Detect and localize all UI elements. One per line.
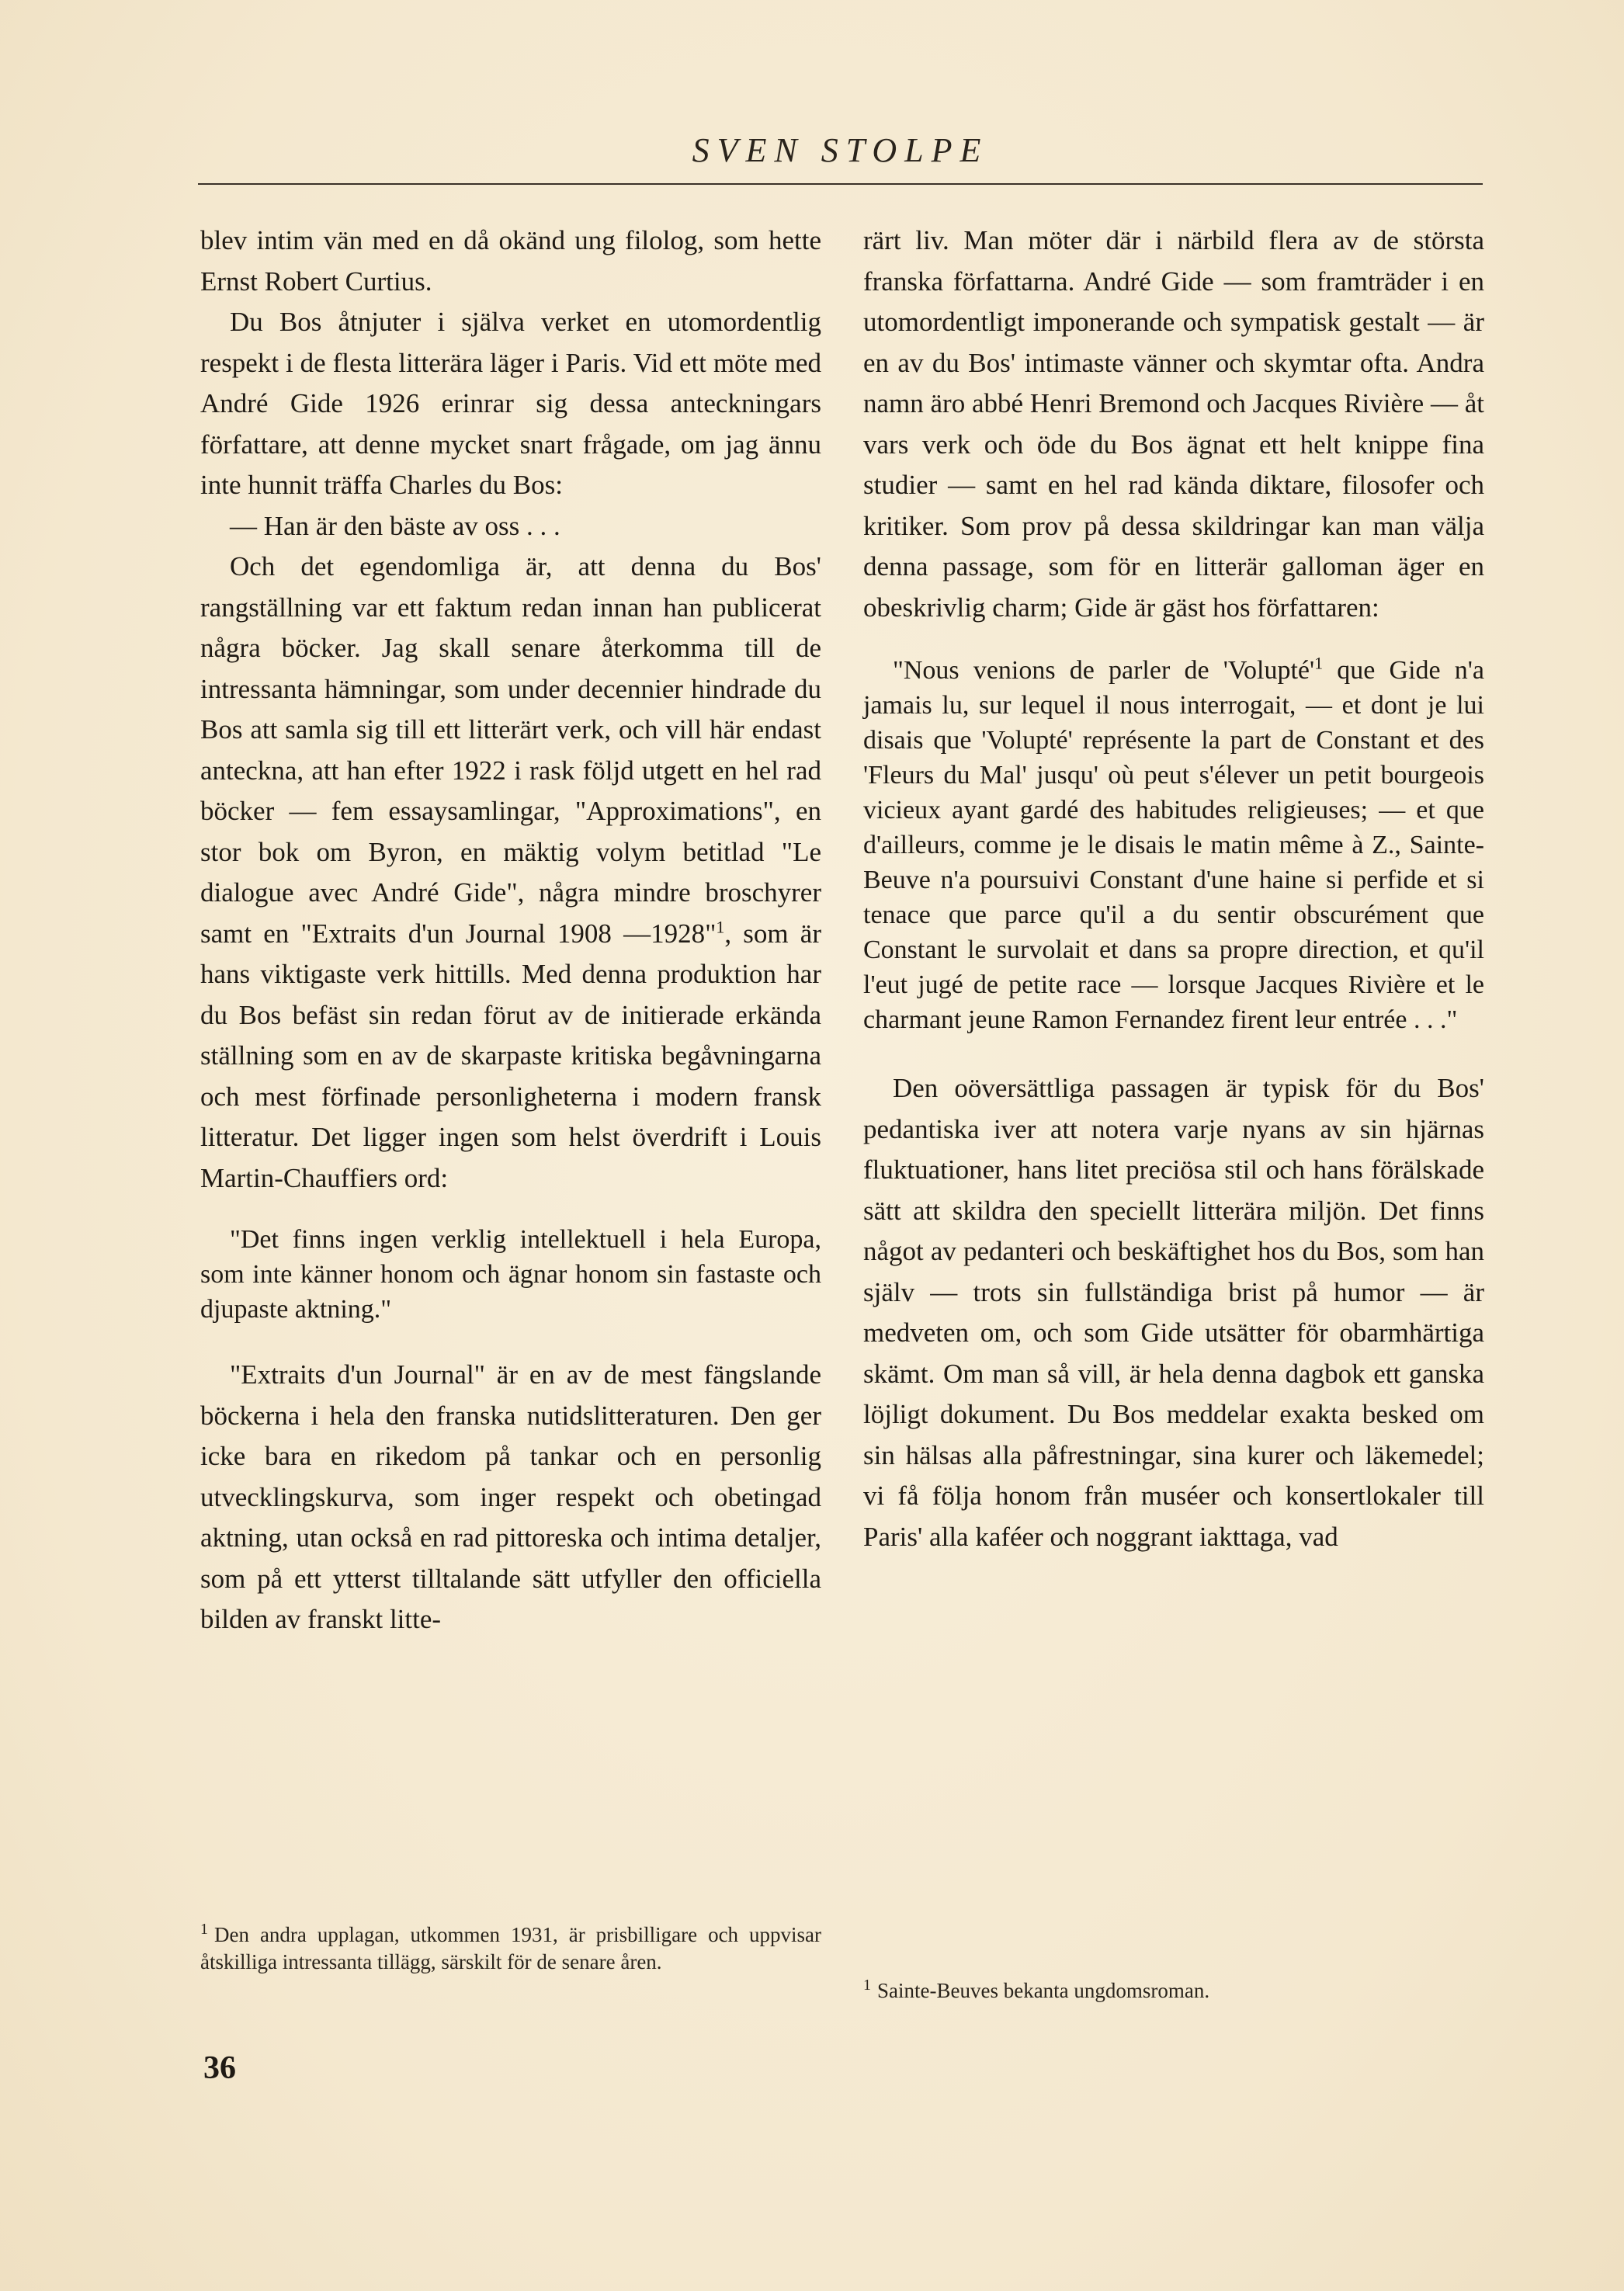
quote-text: "Nous venions de parler de 'Volupté' [893, 656, 1315, 685]
block-quote: "Det finns ingen verklig intellektuell i hela Europa, som inte känner honom och ägnar honom sin fastaste och djupaste aktning." [200, 1225, 821, 1324]
footnote-reference: 1 [716, 916, 725, 936]
right-column [863, 220, 1484, 1557]
footnote-right [863, 1972, 1484, 2005]
paragraph: "Extraits d'un Journal" är en av de mest fängslande böckerna i hela den franska nutidslitteraturen. Den ger icke bara en rikedom på tankar och en personlig utvecklingskurva, som inger respekt och obetingad aktning, utan också en rad pittoreska och intima detaljer, som på ett ytterst tilltalande sätt utfyller den officiella bilden av franskt litte- [200, 1359, 821, 1634]
footnote-reference: 1 [1314, 653, 1324, 673]
footnote-left [200, 1916, 821, 1976]
footnote-mark: 1 [200, 1921, 208, 1938]
header-rule [198, 183, 1483, 185]
footnote-text: Sainte-Beuves bekanta ungdomsroman. [877, 1979, 1210, 2002]
paragraph [200, 547, 821, 1199]
paragraph: Den oöversättliga passagen är typisk för du Bos' pedantiska iver att notera varje nyans av sin hjärnas fluktuationer, hans litet preciösa stil och hans förälskade sätt att skildra den speciellt litterära miljön. Det finns något av pedanteri och beskäftighet hos du Bos, som han själv — trots sin fullständiga brist på humor — är medveten om, och som Gide utsätter för obarmhärtiga skämt. Om man så vill, är hela denna dagbok ett ganska löjligt dokument. Du Bos meddelar exakta besked om sin hälsas alla påfrestningar, sina kurer och läkemedel; vi få följa honom från muséer och konsertlokaler till Paris' alla kaféer och noggrant iakttaga, vad [863, 1073, 1484, 1552]
footnote-mark: 1 [863, 1977, 871, 1994]
paragraph-text: Och det egendomliga är, att denna du Bos' rangställning var ett faktum redan innan han publicerat några böcker. Jag skall senare återkomma till de intressanta hämningar, som under decennier hindrade du Bos att samla sig till ett litterärt verk, och vill här endast anteckna, att han efter 1922 i rask följd utgett en hel rad böcker — fem essaysamlingar, "Approximations", en stor bok om Byron, en mäktig volym betitlad "Le dialogue avec André Gide", några mindre broschyrer samt en "Extraits d'un Journal 1908 —1928" [200, 551, 821, 949]
paragraph: blev intim vän med en då okänd ung filolog, som hette Ernst Robert Curtius. [200, 225, 821, 297]
paragraph: — Han är den bäste av oss . . . [230, 510, 560, 541]
running-head: SVEN STOLPE [692, 131, 989, 169]
paragraph-text: , som är hans viktigaste verk hittills. Med denna produktion har du Bos befäst sin redan förut av de initierade erkända ställning som en av de skarpaste kritiska begåvningarna och mest förfinade personligheterna i modern fransk litteratur. Det ligger ingen som helst överdrift i Louis Martin-Chauffiers ord: [200, 918, 821, 1193]
block-quote [863, 653, 1484, 1037]
quote-text: que Gide n'a jamais lu, sur lequel il nous interrogait, — et dont je lui disais que 'Volupté' représente la part de Constant et des 'Fleurs du Mal' jusqu' où peut s'élever un petit bourgeois vicieux ayant gardé des habitudes religieuses; — et que d'ailleurs, comme je le disais le matin même à Z., Sainte-Beuve n'a poursuivi Constant d'une haine si perfide et si tenace que parce qu'il a du sentir obscurément que Constant le survolait et dans sa propre direction, et qu'il l'eut jugé de petite race — lorsque Jacques Rivière et le charmant jeune Ramon Fernandez firent leur entrée . . ." [863, 656, 1484, 1034]
paragraph: rärt liv. Man möter där i närbild flera av de största franska författarna. André Gide — som framträder i en utomordentligt imponerande och sympatisk gestalt — är en av du Bos' intimaste vänner och skymtar ofta. Andra namn äro abbé Henri Bremond och Jacques Rivière — åt vars verk och öde du Bos ägnat ett helt knippe fina studier — samt en hel rad kända diktare, filosofer och kritiker. Som prov på dessa skildringar kan man välja denna passage, som för en litterär galloman äger en obeskrivlig charm; Gide är gäst hos författaren: [863, 225, 1484, 623]
paragraph: Du Bos åtnjuter i själva verket en utomordentlig respekt i de flesta litterära läger i Paris. Vid ett möte med André Gide 1926 erinrar sig dessa anteckningars författare, att denne mycket snart frågade, om jag ännu inte hunnit träffa Charles du Bos: [200, 307, 821, 500]
footnote-text: Den andra upplagan, utkommen 1931, är prisbilligare och uppvisar åtskilliga intressanta tillägg, särskilt för de senare åren. [200, 1923, 821, 1973]
page-number: 36 [203, 2050, 236, 2086]
left-column [200, 220, 821, 1640]
